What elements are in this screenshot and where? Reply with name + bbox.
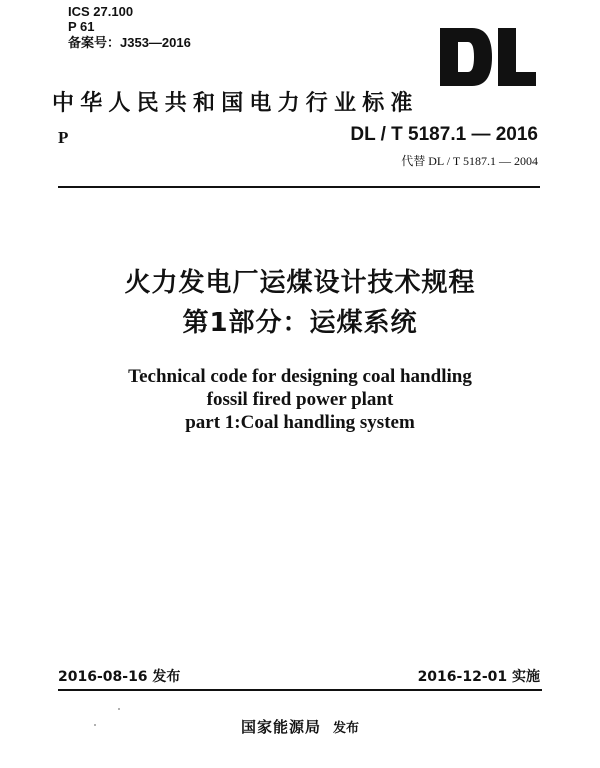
title-en-line-2: fossil fired power plant — [206, 389, 394, 410]
dl-logo-d — [440, 28, 492, 86]
replaces-standard: 代替 DL / T 5187.1 — 2004 — [401, 154, 538, 168]
classification-code: P — [58, 128, 69, 147]
top-divider — [58, 186, 540, 188]
issuer-action: 发布 — [333, 721, 360, 736]
scan-speck — [118, 708, 120, 710]
ccs-code: P 61 — [68, 19, 95, 34]
scan-speck — [94, 724, 96, 726]
ics-code: ICS 27.100 — [68, 4, 134, 19]
issuer — [0, 716, 600, 737]
standard-number: DL / T 5187.1 — 2016 — [350, 124, 538, 145]
title-en-line-3: part 1:Coal handling system — [185, 412, 415, 433]
record-number: 备案号：J353—2016 — [68, 35, 191, 50]
standard-category: 中华人民共和国电力行业标准 — [52, 91, 419, 116]
issue-date: 2016-08-16 发布 — [58, 669, 181, 685]
dl-logo-l — [498, 28, 536, 86]
issuer-name: 国家能源局 — [240, 718, 321, 736]
title-zh-line-1: 火力发电厂运煤设计技术规程 — [124, 268, 476, 298]
bottom-divider — [58, 689, 542, 691]
implementation-date: 2016-12-01 实施 — [417, 669, 540, 685]
title-zh-line-2: 第1部分：运煤系统 — [182, 308, 418, 338]
title-en-line-1: Technical code for designing coal handling — [128, 366, 472, 387]
dl-logo — [438, 26, 538, 88]
